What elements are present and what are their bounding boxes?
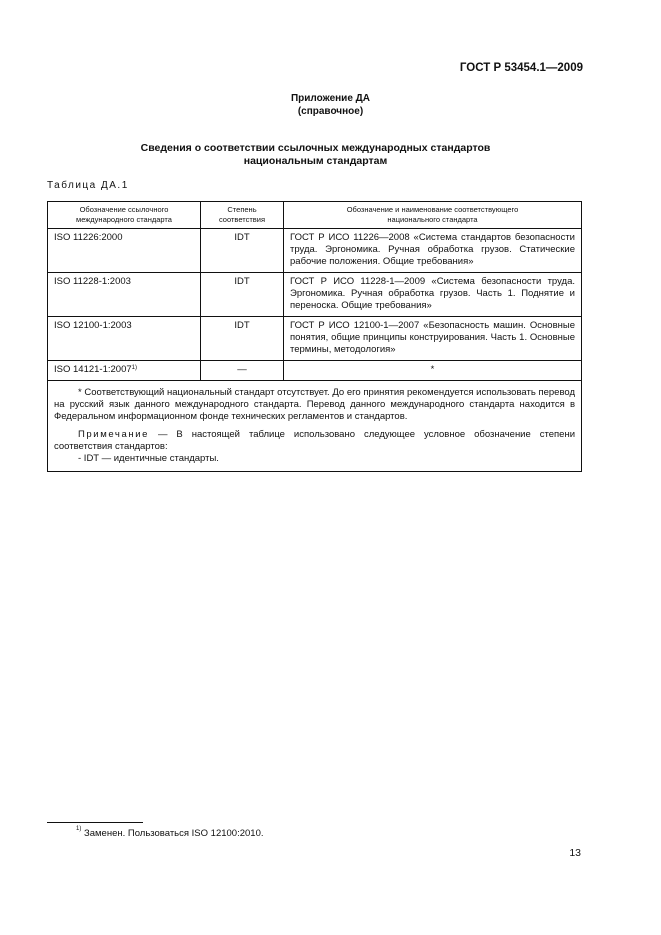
cell-degree: IDT — [201, 273, 284, 317]
appendix-heading — [0, 92, 661, 118]
footnote — [76, 828, 264, 839]
section-title — [0, 142, 631, 168]
cell-standard: ISO 14121-1:2007$^{1)}$ — [48, 361, 201, 381]
cell-degree: IDT — [201, 317, 284, 361]
cell-national: * — [284, 361, 582, 381]
note-list-item: - IDT — идентичные стандарты. — [78, 453, 219, 464]
document-number: ГОСТ Р 53454.1—2009 — [459, 62, 583, 74]
section-title-line-2: национальным стандартам — [243, 155, 388, 167]
primechanie-label: Примечание — [78, 429, 149, 440]
cell-degree: — — [201, 361, 284, 381]
table-row — [48, 361, 582, 381]
appendix-subtitle: (справочное) — [297, 106, 364, 117]
cell-standard: ISO 11226:2000 — [48, 229, 201, 273]
table-label: Таблица ДА.1 — [47, 180, 129, 191]
table-row — [48, 229, 582, 273]
primechanie-note — [54, 429, 575, 453]
asterisk-note: * Соответствующий национальный стандарт отсутствует. До его принятия рекомендуется использовать перевод на русский язык данного международного стандарта. Перевод данного международного стандарта находится в Федеральном информационном фонде технических регламентов и стандартов. — [54, 387, 575, 422]
table-row — [48, 317, 582, 361]
page-number: 13 — [569, 847, 581, 859]
table-header-row — [48, 202, 582, 229]
cell-standard: ISO 12100-1:2003 — [48, 317, 201, 361]
section-title-line-1: Сведения о соответствии ссылочных международных стандартов — [140, 142, 491, 154]
cell-national: ГОСТ Р ИСО 11226—2008 «Система стандартов безопасности труда. Эргономика. Ручная обработка грузов. Статические рабочие положения. Общие требования» — [284, 229, 582, 273]
footnote-reference: 1) — [131, 365, 137, 371]
primechanie-text: — В настоящей таблице использовано следующее условное обозначение степени соответствия стандартов: — [54, 429, 575, 452]
table-notes — [48, 381, 582, 472]
header-degree: Степень соответствия — [201, 202, 284, 229]
cell-national: ГОСТ Р ИСО 12100-1—2007 «Безопасность машин. Основные понятия, общие принципы конструирования. Часть 1. Основные термины, методология» — [284, 317, 582, 361]
appendix-title: Приложение ДА — [290, 93, 371, 104]
footnote-divider — [47, 822, 143, 823]
table-row — [48, 273, 582, 317]
cell-national: ГОСТ Р ИСО 11228-1—2009 «Система безопасности труда. Эргономика. Ручная обработка грузов. Часть 1. Поднятие и переноска. Общие требования» — [284, 273, 582, 317]
footnote-marker: 1) — [76, 826, 82, 832]
cell-standard: ISO 11228-1:2003 — [48, 273, 201, 317]
cell-degree: IDT — [201, 229, 284, 273]
footnote-text: Заменен. Пользоваться ISO 12100:2010. — [81, 828, 264, 839]
correspondence-table — [47, 201, 582, 472]
header-international-standard: Обозначение ссылочного международного стандарта — [48, 202, 201, 229]
table-notes-row — [48, 381, 582, 472]
header-national-standard: Обозначение и наименование соответствующего национального стандарта — [284, 202, 582, 229]
